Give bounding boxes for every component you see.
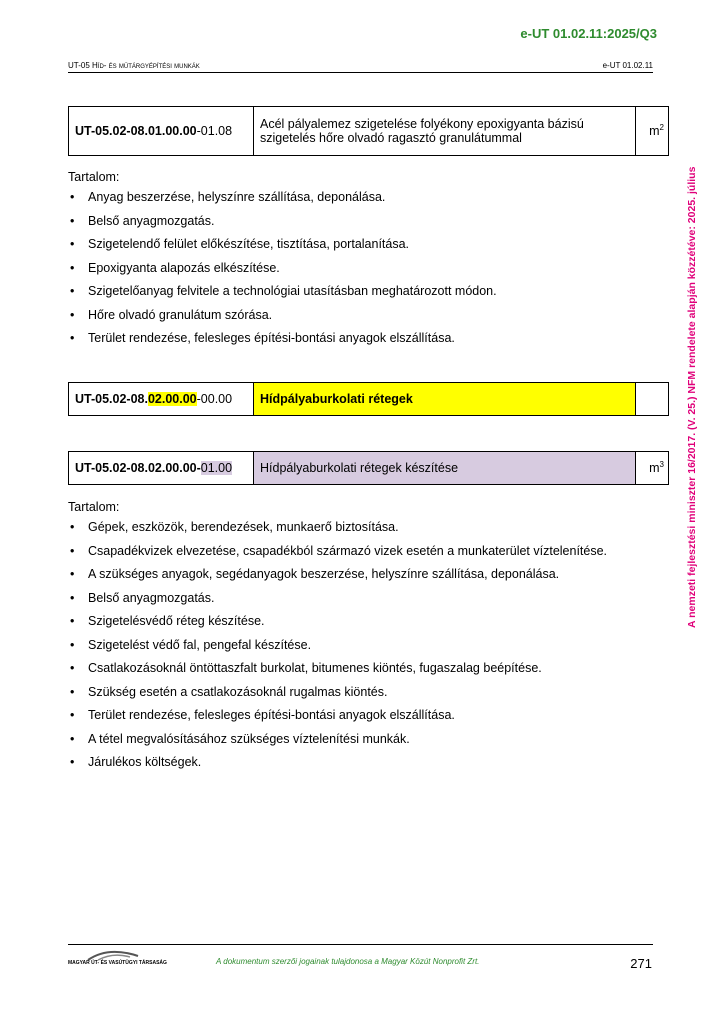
header-right: e-UT 01.02.11 bbox=[602, 61, 653, 70]
item-unit bbox=[636, 383, 669, 416]
item-code: UT-05.02-08.01.00.00-01.08 bbox=[69, 107, 254, 156]
footer-divider bbox=[68, 944, 653, 945]
content-section-1 bbox=[68, 170, 497, 355]
list-item: • Epoxigyanta alapozás elkészítése. bbox=[88, 261, 497, 285]
list-item: • Hőre olvadó granulátum szórása. bbox=[88, 308, 497, 332]
list-item: • Szigetelésvédő réteg készítése. bbox=[88, 614, 607, 638]
list-item: • Csatlakozásoknál öntöttaszfalt burkolat, bitumenes kiöntés, fugaszalag beépítése. bbox=[88, 661, 607, 685]
list-item: • Szigetelést védő fal, pengefal készítése. bbox=[88, 638, 607, 662]
page-number: 271 bbox=[630, 956, 652, 971]
item-description: Acél pályalemez szigetelése folyékony epoxigyanta bázisú szigetelés hőre olvadó ragasztó granulátummal bbox=[254, 107, 636, 156]
document-code: e-UT 01.02.11:2025/Q3 bbox=[520, 26, 657, 41]
item-unit: $m^2$ bbox=[636, 107, 669, 156]
item-description: Hídpályaburkolati rétegek készítése bbox=[254, 452, 636, 485]
list-item: • Terület rendezése, felesleges építési-bontási anyagok elszállítása. bbox=[88, 331, 497, 355]
list-item: • Belső anyagmozgatás. bbox=[88, 591, 607, 615]
list-item: • Szükség esetén a csatlakozásoknál rugalmas kiöntés. bbox=[88, 685, 607, 709]
item-table-1 bbox=[68, 106, 669, 156]
item-description: Hídpályaburkolati rétegek bbox=[254, 383, 636, 416]
item-unit: $m^3$ bbox=[636, 452, 669, 485]
list-item: • Belső anyagmozgatás. bbox=[88, 214, 497, 238]
list-item: • Szigetelőanyag felvitele a technológiai utasításban meghatározott módon. bbox=[88, 284, 497, 308]
running-header bbox=[68, 61, 653, 73]
logo-text: MAGYAR ÚT- ÉS VASÚTÜGYI TÁRSASÁG bbox=[68, 960, 167, 966]
list-item: • Járulékos költségek. bbox=[88, 755, 607, 779]
list-item: • A szükséges anyagok, segédanyagok beszerzése, helyszínre szállítása, deponálása. bbox=[88, 567, 607, 591]
item-code: UT-05.02-08.02.00.00-01.00 bbox=[69, 452, 254, 485]
item-table-2 bbox=[68, 382, 669, 416]
list-item: • Terület rendezése, felesleges építési-bontási anyagok elszállítása. bbox=[88, 708, 607, 732]
copyright-note: A dokumentum szerzői jogainak tulajdonosa a Magyar Közút Nonprofit Zrt. bbox=[216, 957, 480, 966]
list-item: • Gépek, eszközök, berendezések, munkaerő biztosítása. bbox=[88, 520, 607, 544]
content-section-2 bbox=[68, 500, 607, 779]
list-item: • Szigetelendő felület előkészítése, tisztítása, portalanítása. bbox=[88, 237, 497, 261]
item-table-3 bbox=[68, 451, 669, 485]
content-list bbox=[68, 520, 607, 779]
content-list bbox=[68, 190, 497, 355]
society-logo-icon bbox=[68, 948, 158, 970]
list-item: • Csapadékvizek elvezetése, csapadékból származó vizek esetén a munkaterület víztelenítése. bbox=[88, 544, 607, 568]
section-label: Tartalom: bbox=[68, 170, 120, 184]
side-publication-note: A nemzeti fejlesztési miniszter 16/2017. (V. 25.) NFM rendelete alapján közzétéve: 2025. július bbox=[686, 166, 698, 628]
list-item: • A tétel megvalósításához szükséges víztelenítési munkák. bbox=[88, 732, 607, 756]
list-item: • Anyag beszerzése, helyszínre szállítása, deponálása. bbox=[88, 190, 497, 214]
item-code: UT-05.02-08.02.00.00-00.00 bbox=[69, 383, 254, 416]
section-label: Tartalom: bbox=[68, 500, 120, 514]
header-left: UT-05 Híd- és műtárgyépítési munkák bbox=[68, 61, 200, 70]
